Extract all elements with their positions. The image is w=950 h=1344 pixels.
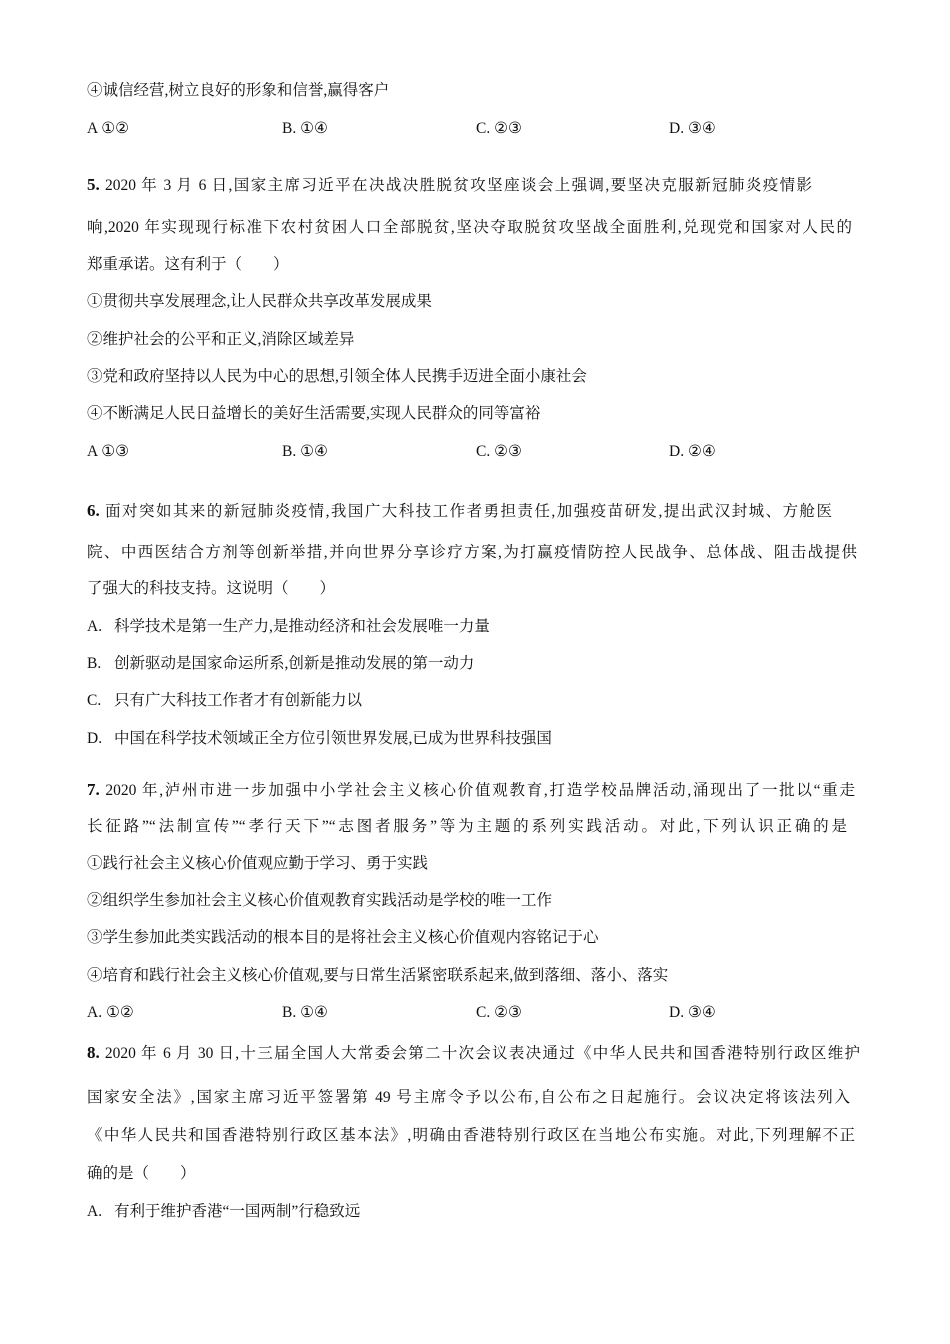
option-letter: D. [87,730,103,747]
option-letter: A. [87,618,103,635]
q8-stem-line-3: 《中华人民共和国香港特别行政区基本法》,明确由香港特别行政区在当地公布实施。对此,下列理解不正 [87,1127,855,1144]
q4-option-a: A ①② [87,120,130,137]
option-letter: C. [87,692,102,709]
q7-option-b: B. ①④ [282,1004,328,1021]
option-letter: A. [87,1203,103,1220]
q5-stem-line-2: 响,2020 年实现现行标准下农村贫困人口全部脱贫,坚决夺取脱贫攻坚战全面胜利,兑现党和国家对人民的 [87,219,852,236]
q6-option-d [0,729,950,749]
q8-option-a [0,1202,950,1222]
question-number: 8. [87,1043,100,1062]
q8-stem-line-2: 国家安全法》,国家主席习近平签署第 49 号主席令予以公布,自公布之日起施行。会议决定将该法列入 [87,1089,850,1106]
q7-statement-1: ①践行社会主义核心价值观应勤于学习、勇于实践 [87,855,429,872]
q5-option-d: D. ②④ [669,443,716,460]
q6-stem-text-1: 面对突如其来的新冠肺炎疫情,我国广大科技工作者勇担责任,加强疫苗研发,提出武汉封城、方舱医 [105,503,832,520]
q6-option-b [0,654,950,674]
q8-stem-line-1 [87,1043,860,1063]
q6-stem-line-1 [87,501,832,521]
q6-stem-line-3: 了强大的科技支持。这说明（ ） [87,580,336,597]
q4-option-b: B. ①④ [282,120,328,137]
q5-statement-2: ②维护社会的公平和正义,消除区域差异 [87,331,355,348]
q4-option-c: C. ②③ [476,120,522,137]
q5-stem-line-1 [87,175,812,195]
q7-option-c: C. ②③ [476,1004,522,1021]
option-letter: B. [87,655,102,672]
option-text: 中国在科学技术领域正全方位引领世界发展,已成为世界科技强国 [114,730,552,747]
q7-options-row [0,1003,950,1023]
q7-stem-line-2: 长征路”“法制宣传”“孝行天下”“志图者服务”等为主题的系列实践活动。对此,下列认识正确的是 [87,818,847,835]
q7-statement-4: ④培育和践行社会主义核心价值观,要与日常生活紧密联系起来,做到落细、落小、落实 [87,967,669,984]
q7-stem-text-1: 2020 年,泸州市进一步加强中小学社会主义核心价值观教育,打造学校品牌活动,涌现出了一批以“重走 [105,782,855,799]
q7-option-d: D. ③④ [669,1004,716,1021]
q6-stem-line-2: 院、中西医结合方剂等创新举措,并向世界分享诊疗方案,为打赢疫情防控人民战争、总体战、阻击战提供 [87,544,857,561]
q5-option-b: B. ①④ [282,443,328,460]
q7-statement-3: ③学生参加此类实践活动的根本目的是将社会主义核心价值观内容铭记于心 [87,929,599,946]
q4-statement-4: ④诚信经营,树立良好的形象和信誉,赢得客户 [87,82,390,99]
option-text: 科学技术是第一生产力,是推动经济和社会发展唯一力量 [114,618,490,635]
option-text: 只有广大科技工作者才有创新能力以 [114,692,363,709]
q5-stem-text-1: 2020 年 3 月 6 日,国家主席习近平在决战决胜脱贫攻坚座谈会上强调,要坚决克服新冠肺炎疫情影 [105,177,812,194]
q8-stem-line-4: 确的是（ ） [87,1165,196,1182]
q5-statement-1: ①贯彻共享发展理念,让人民群众共享改革发展成果 [87,293,432,310]
q5-stem-line-3: 郑重承诺。这有利于（ ） [87,256,289,273]
q5-options-row [0,442,950,462]
option-text: 创新驱动是国家命运所系,创新是推动发展的第一动力 [114,655,475,672]
q6-option-a [0,617,950,637]
q8-stem-text-1: 2020 年 6 月 30 日,十三届全国人大常委会第二十次会议表决通过《中华人民共和国香港特别行政区维护 [104,1045,860,1062]
question-number: 7. [87,780,100,799]
q4-option-d: D. ③④ [669,120,716,137]
question-number: 5. [87,175,100,194]
q4-options-row [0,119,950,139]
q5-option-a: A ①③ [87,443,130,460]
q5-statement-3: ③党和政府坚持以人民为中心的思想,引领全体人民携手迈进全面小康社会 [87,368,587,385]
q7-option-a: A. ①② [87,1004,134,1021]
question-number: 6. [87,501,100,520]
q5-statement-4: ④不断满足人民日益增长的美好生活需要,实现人民群众的同等富裕 [87,405,541,422]
q7-stem-line-1 [87,780,855,800]
option-text: 有利于维护香港“一国两制”行稳致远 [114,1203,361,1220]
q7-statement-2: ②组织学生参加社会主义核心价值观教育实践活动是学校的唯一工作 [87,892,553,909]
q6-option-c [0,691,950,711]
q5-option-c: C. ②③ [476,443,522,460]
